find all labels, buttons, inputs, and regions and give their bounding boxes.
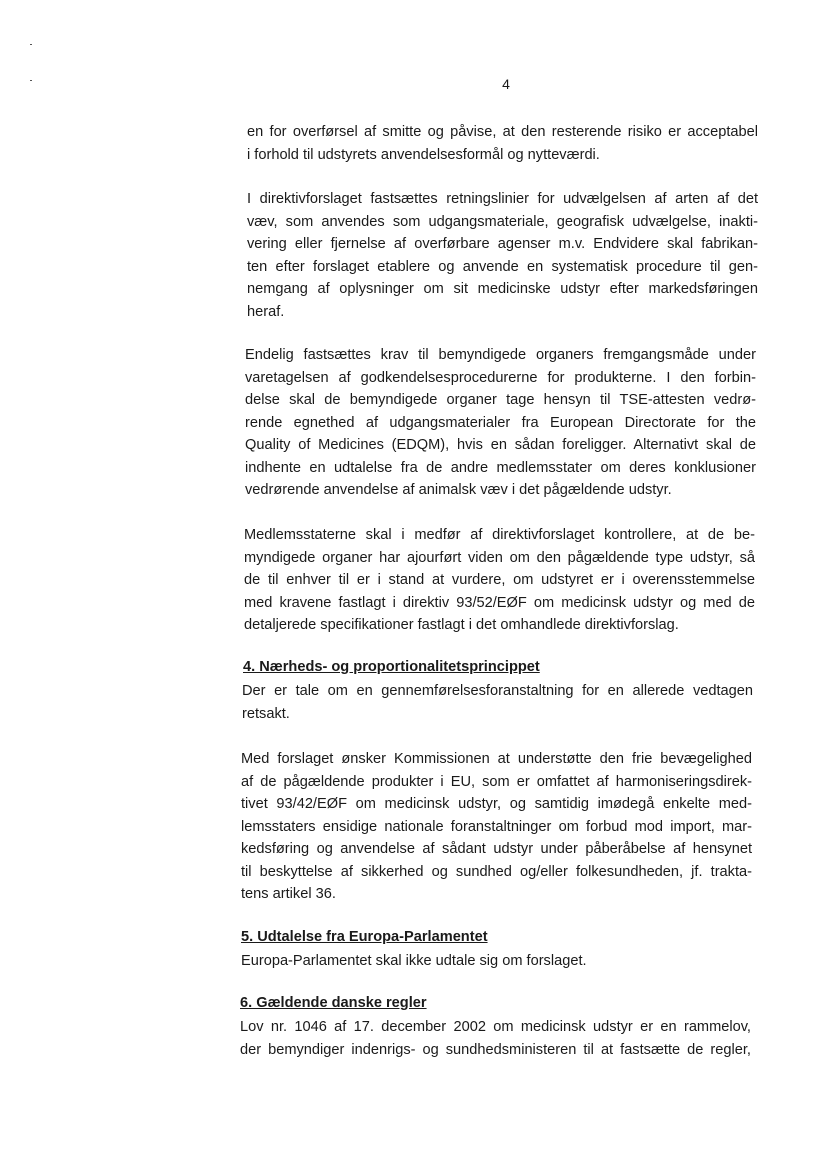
scan-speck bbox=[30, 44, 32, 45]
page-number: 4 bbox=[502, 76, 510, 92]
text-line: Endelig fastsættes krav til bemyndigede organers fremgangsmåde under bbox=[245, 347, 756, 363]
text-line: I direktivforslaget fastsættes retningslinier for udvælgelsen af arten af det bbox=[247, 191, 758, 207]
text-line: Medlemsstaterne skal i medfør af direktivforslaget kontrollere, at de be- bbox=[244, 527, 755, 543]
text-line: til beskyttelse af sikkerhed og sundhed og/eller folkesundheden, jf. trakta- bbox=[241, 863, 752, 880]
text-line: rende egnethed af udgangsmaterialer fra European Directorate for the bbox=[245, 414, 756, 431]
text-line: der bemyndiger indenrigs- og sundhedsministeren til at fastsætte de regler, bbox=[240, 1041, 751, 1058]
text-line: lemsstaters ensidige nationale foranstaltninger om forbud mod import, mar- bbox=[241, 818, 752, 835]
text-line: indhente en udtalelse fra de andre medlemsstater om deres konklusioner bbox=[245, 459, 756, 476]
section-heading-4: 4. Nærheds- og proportionalitetsprincippet bbox=[243, 659, 540, 675]
text-line: retsakt. bbox=[242, 705, 290, 722]
text-line: de til enhver til er i stand at vurdere, om udstyret er i overensstemmelse bbox=[244, 572, 755, 588]
text-line: vering eller fjernelse af overførbare agenser m.v. Endvidere skal fabrikan- bbox=[247, 236, 758, 252]
text-line: af de pågældende produkter i EU, som er omfattet af harmoniseringsdirek- bbox=[241, 773, 752, 790]
scan-speck bbox=[30, 80, 32, 81]
text-line: Europa-Parlamentet skal ikke udtale sig om forslaget. bbox=[241, 953, 587, 969]
text-line: tens artikel 36. bbox=[241, 886, 336, 902]
text-line: kedsføring og anvendelse af sådant udstyr under påberåbelse af hensynet bbox=[241, 841, 752, 857]
paragraph-6 bbox=[241, 748, 752, 906]
text-line: en for overførsel af smitte og påvise, at den resterende risiko er acceptabel bbox=[247, 124, 758, 140]
text-line: Med forslaget ønsker Kommissionen at understøtte den frie bevægelighed bbox=[241, 751, 752, 767]
paragraph-3 bbox=[245, 344, 756, 502]
text-line: varetagelsen af godkendelsesprocedurerne for produkterne. I den forbin- bbox=[245, 369, 756, 386]
text-line: Der er tale om en gennemførelsesforanstaltning for en allerede vedtagen bbox=[242, 683, 753, 699]
paragraph-4 bbox=[244, 524, 755, 637]
paragraph-7 bbox=[241, 950, 752, 973]
text-line: detaljerede specifikationer fastlagt i det omhandlede direktivforslag. bbox=[244, 617, 679, 633]
text-line: Lov nr. 1046 af 17. december 2002 om medicinsk udstyr er en rammelov, bbox=[240, 1019, 751, 1035]
paragraph-8 bbox=[240, 1016, 751, 1061]
text-line: tivet 93/42/EØF om medicinsk udstyr, og samtidig imødegå enkelte med- bbox=[241, 796, 752, 812]
text-line: i forhold til udstyrets anvendelsesformål og nytteværdi. bbox=[247, 146, 600, 163]
text-line: myndigede organer har ajourført viden om den pågældende type udstyr, så bbox=[244, 549, 755, 566]
text-line: delse skal de bemyndigede organer tage hensyn til TSE-attesten vedrø- bbox=[245, 392, 756, 408]
paragraph-5 bbox=[242, 680, 753, 725]
text-line: heraf. bbox=[247, 303, 285, 320]
section-heading-5: 5. Udtalelse fra Europa-Parlamentet bbox=[241, 929, 488, 945]
paragraph-2 bbox=[247, 188, 758, 323]
section-heading-6: 6. Gældende danske regler bbox=[240, 995, 427, 1011]
paragraph-1 bbox=[247, 121, 758, 166]
text-line: med kravene fastlagt i direktiv 93/52/EØF om medicinsk udstyr og med de bbox=[244, 594, 755, 611]
text-line: nemgang af oplysninger om sit medicinske udstyr efter markedsføringen bbox=[247, 281, 758, 297]
text-line: Quality of Medicines (EDQM), hvis en sådan foreligger. Alternativt skal de bbox=[245, 437, 756, 453]
text-line: vedrørende anvendelse af animalsk væv i det pågældende udstyr. bbox=[245, 482, 672, 498]
text-line: væv, som anvendes som udgangsmateriale, geografisk udvælgelse, inakti- bbox=[247, 213, 758, 230]
text-line: ten efter forslaget etablere og anvende en systematisk procedure til gen- bbox=[247, 258, 758, 275]
